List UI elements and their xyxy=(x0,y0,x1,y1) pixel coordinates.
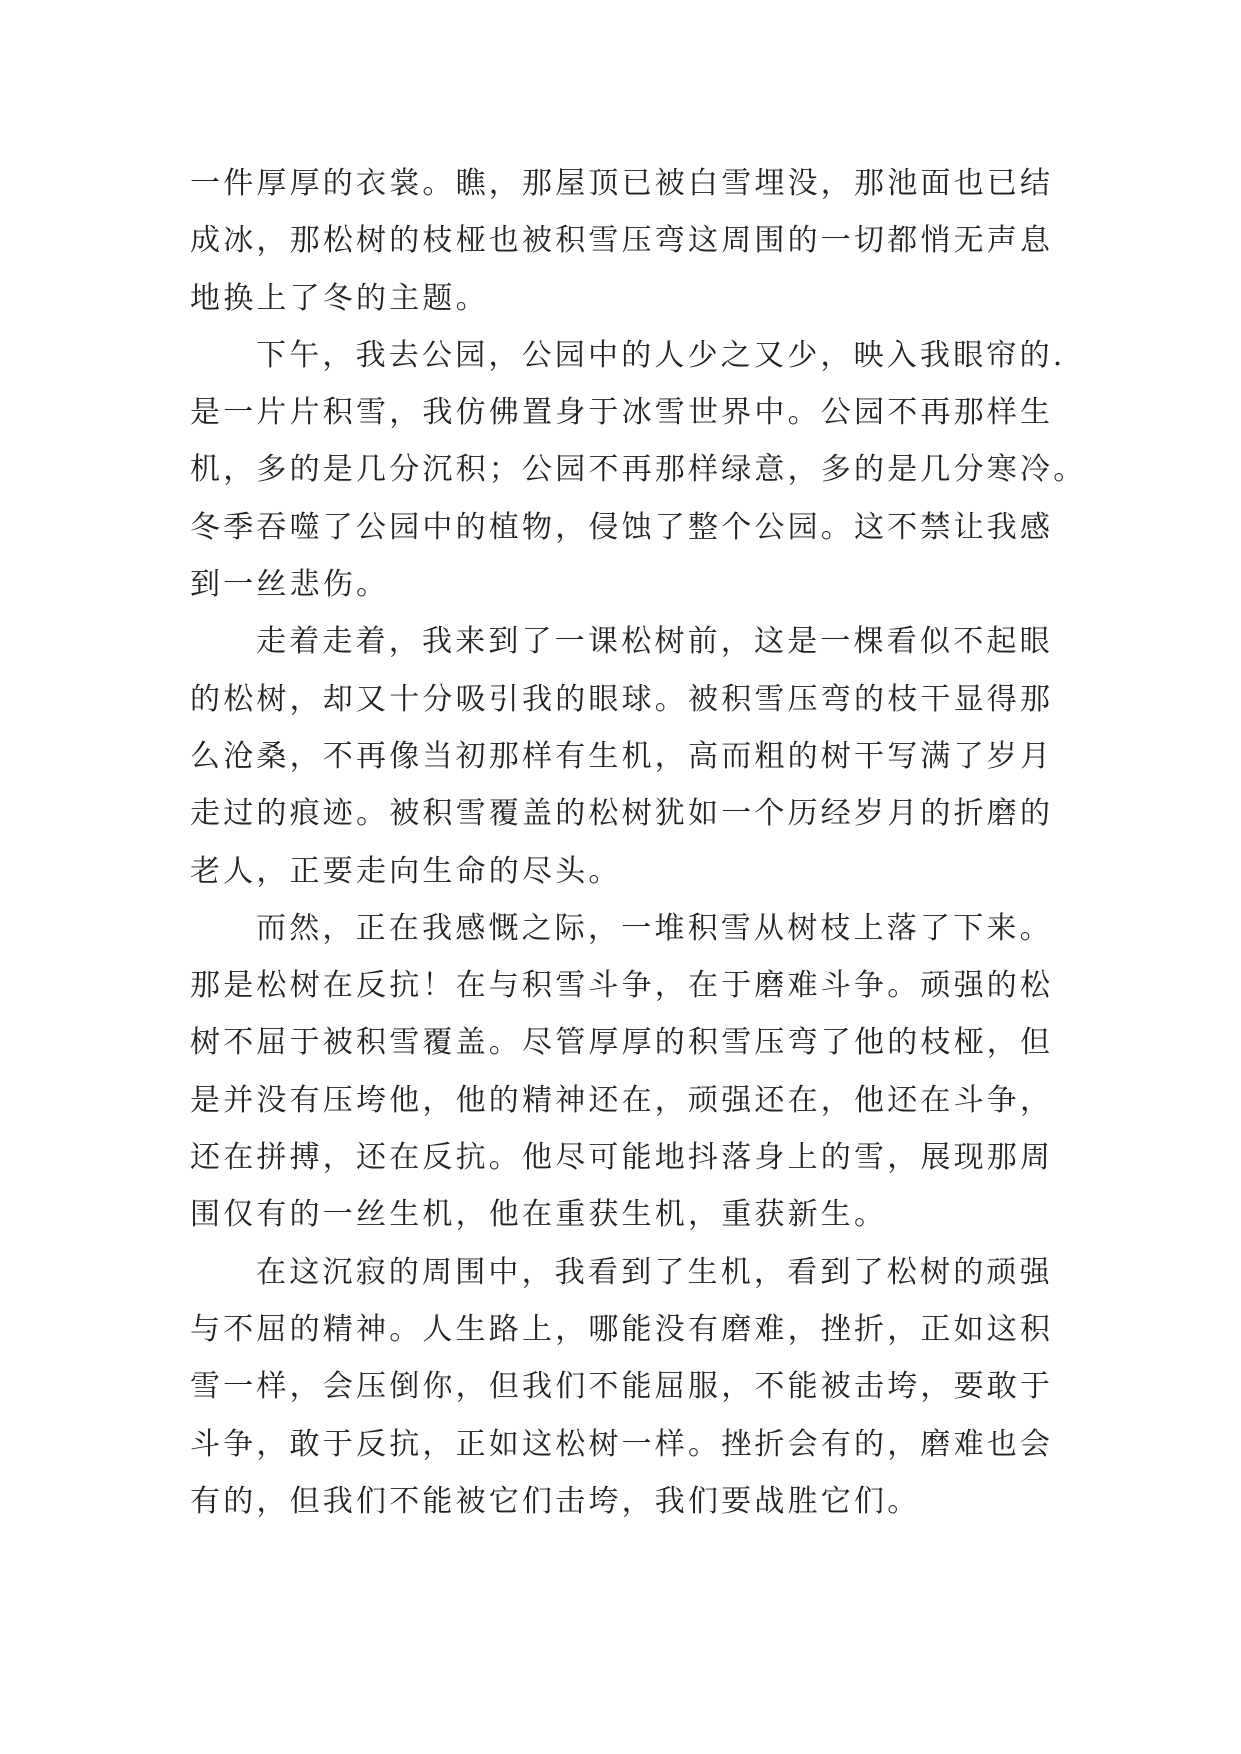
text-line: 老人，正要走向生命的尽头。 xyxy=(190,853,622,889)
text-line: 围仅有的一丝生机，他在重获生机，重获新生。 xyxy=(190,1197,888,1233)
text-line: 一件厚厚的衣裳。瞧，那屋顶已被白雪埋没，那池面也已结 xyxy=(190,166,1054,201)
text-line: 到一丝悲伤。 xyxy=(190,567,390,603)
paragraph-start-line: 在这沉寂的周围中，我看到了生机，看到了松树的顽强 xyxy=(256,1254,1053,1290)
text-line: 是并没有压垮他，他的精神还在，顽强还在，他还在斗争， xyxy=(190,1082,1054,1118)
essay-body xyxy=(190,155,1087,1530)
text-line: 成冰，那松树的枝桠也被积雪压弯这周围的一切都悄无声息 xyxy=(190,223,1054,259)
text-line: 地换上了冬的主题。 xyxy=(190,280,489,316)
text-line: 走过的痕迹。被积雪覆盖的松树犹如一个历经岁月的折磨的 xyxy=(190,796,1054,832)
paragraph-start-line: 下午，我去公园，公园中的人少之又少，映入我眼帘的. xyxy=(256,337,1066,373)
text-line: 斗争，敢于反抗，正如这松树一样。挫折会有的，磨难也会 xyxy=(190,1426,1054,1462)
text-line: 是一片片积雪，我仿佛置身于冰雪世界中。公园不再那样生 xyxy=(190,395,1054,431)
paragraph-start-line: 而然，正在我感慨之际，一堆积雪从树枝上落了下来。 xyxy=(256,910,1053,946)
text-line: 那是松树在反抗！在与积雪斗争，在于磨难斗争。顽强的松 xyxy=(190,968,1054,1004)
text-line: 机，多的是几分沉积；公园不再那样绿意，多的是几分寒冷。 xyxy=(190,452,1087,488)
text-line: 树不屈于被积雪覆盖。尽管厚厚的积雪压弯了他的枝桠，但 xyxy=(190,1025,1054,1061)
text-line: 的松树，却又十分吸引我的眼球。被积雪压弯的枝干显得那 xyxy=(190,681,1054,717)
text-line: 有的，但我们不能被它们击垮，我们要战胜它们。 xyxy=(190,1483,921,1519)
text-line: 冬季吞噬了公园中的植物，侵蚀了整个公园。这不禁让我感 xyxy=(190,509,1054,545)
text-line: 还在拼搏，还在反抗。他尽可能地抖落身上的雪，展现那周 xyxy=(190,1140,1054,1176)
paragraph-start-line: 走着走着，我来到了一课松树前，这是一棵看似不起眼 xyxy=(256,624,1053,660)
text-line: 雪一样，会压倒你，但我们不能屈服，不能被击垮，要敢于 xyxy=(190,1369,1054,1405)
text-line: 与不屈的精神。人生路上，哪能没有磨难，挫折，正如这积 xyxy=(190,1311,1054,1347)
text-line: 么沧桑，不再像当初那样有生机，高而粗的树干写满了岁月 xyxy=(190,738,1054,774)
